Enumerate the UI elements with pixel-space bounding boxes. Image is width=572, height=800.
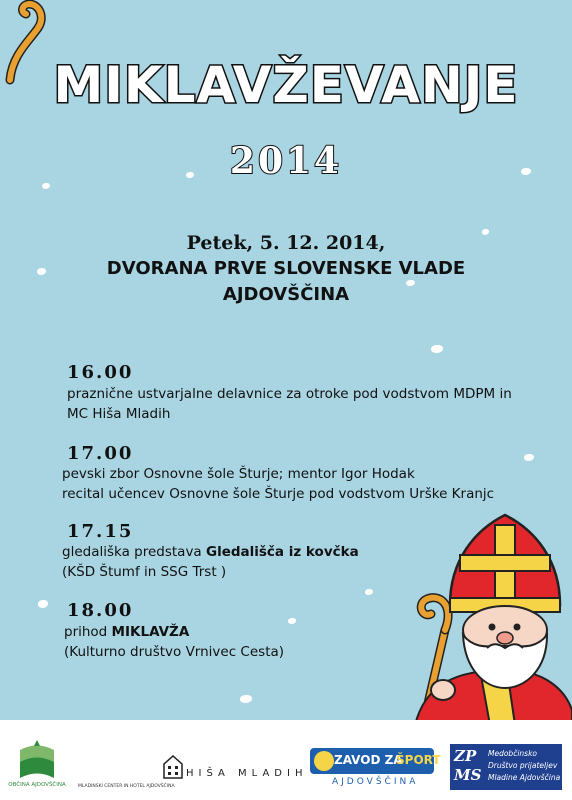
- snowflake: [42, 183, 50, 189]
- program-text-bold: MIKLAVŽA: [111, 624, 190, 640]
- zpms-logo: [450, 744, 562, 790]
- zpms-line-2: Društvo prijateljev: [488, 761, 558, 770]
- obcina-logo-text: OBČINA AJDOVŠČINA: [8, 782, 66, 788]
- poster-year: 2014: [229, 140, 343, 182]
- zpms-line-3: Mladine Ajdovščina: [488, 773, 561, 782]
- snowflake: [365, 589, 373, 595]
- hisa-mladih-building-icon: [162, 754, 184, 780]
- program-text-bold: Gledališča iz kovčka: [206, 544, 359, 560]
- program-text-prefix: prihod: [64, 624, 112, 640]
- snowflake: [240, 695, 252, 703]
- zpms-mark-2: MS: [454, 766, 482, 784]
- program-text: (Kulturno društvo Vrnivec Cesta): [64, 644, 285, 660]
- poster-title: MIKLAVŽEVANJE: [53, 56, 519, 114]
- program-text: recital učencev Osnovne šole Šturje pod vodstvom Urške Kranjc: [62, 486, 495, 502]
- event-hall: DVORANA PRVE SLOVENSKE VLADE: [106, 258, 466, 279]
- program-time: 17.00: [67, 443, 134, 464]
- program-text: praznične ustvarjalne delavnice za otroke pod vodstvom MDPM in: [67, 386, 512, 402]
- hisa-mladih-logo-text: HIŠA MLADIH: [186, 768, 308, 779]
- sponsor-footer: [0, 720, 572, 800]
- snowflake: [524, 454, 534, 461]
- snowflake: [38, 600, 48, 608]
- zavod-za-sport-logo: [310, 748, 441, 788]
- program-text: pevski zbor Osnovne šole Šturje; mentor Igor Hodak: [62, 466, 415, 482]
- event-date: Petek, 5. 12. 2014,: [186, 232, 386, 254]
- zpms-line-1: Medobčinsko: [488, 749, 537, 758]
- snowflake: [288, 618, 296, 624]
- obcina-ajdovscina-logo: [8, 732, 66, 788]
- snowflake: [431, 345, 443, 353]
- program-text-prefix: gledališka predstava: [62, 544, 206, 560]
- program-time: 16.00: [67, 362, 134, 383]
- program-text: [64, 624, 189, 640]
- program-text: [62, 544, 359, 560]
- zavod-text-2: ŠPORT: [396, 753, 441, 767]
- mladinski-center-text: MLADINSKI CENTER IN HOTEL AJDOVŠČINA: [78, 784, 175, 789]
- zavod-town-text: AJDOVŠČINA: [332, 777, 419, 787]
- program-time: 17.15: [67, 521, 134, 542]
- saint-nicholas-illustration: [395, 510, 572, 725]
- program-text: MC Hiša Mladih: [67, 406, 171, 422]
- program-time: 18.00: [67, 600, 134, 621]
- program-text: (KŠD Štumf in SSG Trst ): [62, 564, 227, 580]
- zavod-text-1: ZAVOD ZA: [334, 753, 403, 767]
- zpms-mark-1: ZP: [454, 747, 477, 765]
- event-town: AJDOVŠČINA: [222, 284, 350, 305]
